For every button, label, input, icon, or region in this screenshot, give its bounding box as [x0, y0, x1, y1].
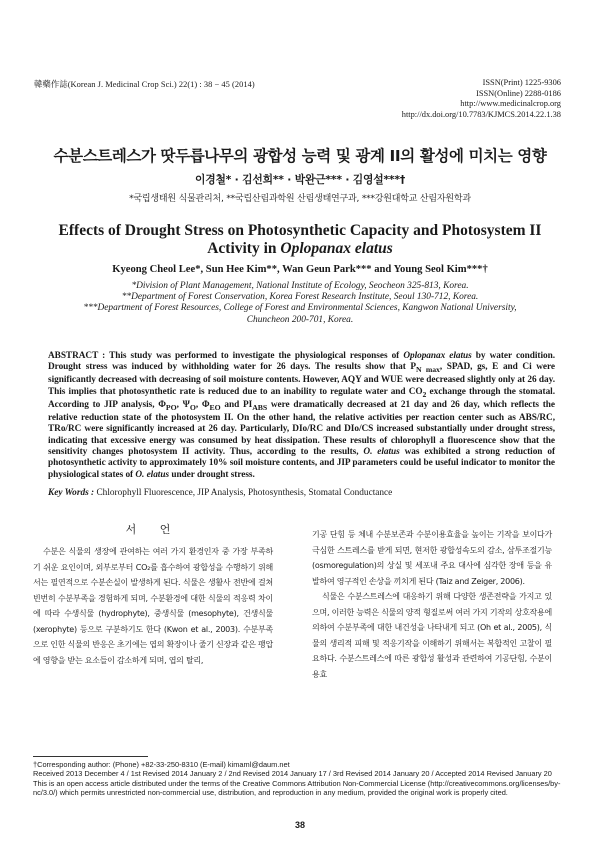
corresponding-author: †Corresponding author: (Phone) +82-33-250-8310 (E-mail) kimaml@daum.net — [33, 760, 290, 769]
license-notice: This is an open access article distributed under the terms of the Creative Commons Attribution Non-Commercial License (http://creativecommons.org/licenses/by-nc/3.0/) which permits unrestricted non-commercial use, distribution, and reproduction in any medium, provided the original work is properly cited. — [33, 778, 561, 797]
journal-citation: 韓藥作誌(Korean J. Medicinal Crop Sci.) 22(1) : 38 − 45 (2014) — [34, 80, 255, 89]
english-title-line2 — [0, 240, 600, 258]
journal-url[interactable]: http://www.medicinalcrop.org — [460, 99, 561, 108]
abstract-species: Oplopanax elatus — [403, 351, 472, 361]
body-paragraph: 식물은 수분스트레스에 대응하기 위해 다양한 생존전략을 가지고 있으며, 이러한 능력은 식물의 양적 형질로써 여러 가지 기작의 상호작용에 의하여 수분부족에 대한 내건성을 나타내게 되고 (Oh et al., 2005), 식물의 생리적 피해 및 적응기작을 이해하기 위해서는 복합적인 고찰이 필요하다. 수분스트레스에 따른 광합성 활성과 관련하여 기공단힘, 수분이용효 — [312, 592, 552, 679]
affiliation-4: Chuncheon 200-701, Korea. — [246, 314, 354, 325]
affiliation-3: ***Department of Forest Resources, College of Forest and Environmental Sciences, Kangwon National University, — [83, 303, 517, 314]
english-title-line1: Effects of Drought Stress on Photosynthetic Capacity and Photosystem II — [58, 222, 542, 239]
keywords — [48, 488, 555, 498]
abstract-subscript: O — [189, 402, 196, 412]
abstract-species: O. elatus — [363, 446, 400, 457]
abstract-text: were dramatically decreased at 21 day and 26 day, which reflects the relative reduction state of the photosystem II. On the other hand, the relative activities per reaction center such as ABS/RC, TRo/RC were significantly increased at 26 day. Particularly, DIo/RC and DIo/CS increased substantially under drought stress, indicating that excessive energy was consumed by heat dissipation. These results of chlorophyll a fluorescence show that the sensitivity changes photosystem II activity. Thus, according to the results, — [48, 399, 555, 457]
body-column-right — [312, 527, 552, 682]
issn-print: ISSN(Print) 1225-9306 — [482, 78, 561, 87]
korean-title: 수분스트레스가 땃두릅나무의 광합성 능력 및 광계 II의 활성에 미치는 영향 — [53, 147, 547, 165]
abstract-subscript: ABS — [252, 402, 268, 412]
english-affiliations — [0, 281, 600, 326]
abstract-label: ABSTRACT : — [48, 351, 106, 361]
issn-block — [402, 78, 561, 120]
english-title — [0, 222, 600, 258]
issn-online: ISSN(Online) 2288-0186 — [476, 88, 561, 98]
doi-link[interactable]: http://dx.doi.org/10.7783/KJMCS.2014.22.1.38 — [401, 109, 561, 119]
body-paragraph: 기공 단힘 등 체내 수분보존과 수분이용효율을 높이는 기작을 보이다가 극심한 스트레스를 받게 되면, 현저한 광합성속도의 감소, 삼투조절기능 (osmoregulation)의 상실 및 세포내 주요 대사에 심각한 장애 등을 유발하여 영구적인 손상을 끼치게 된다 (Taiz and Zeiger, 2006). — [312, 530, 552, 586]
abstract-subscript: 2 — [422, 389, 427, 399]
abstract-text: exchange through the stomatal. According to JIP analysis, Φ — [48, 386, 555, 410]
korean-authors: 이경철* · 김선희** · 박완근*** · 김영설***† — [194, 173, 406, 186]
abstract-species: O. elatus — [135, 469, 170, 480]
abstract-subscript: PO — [165, 402, 177, 412]
keywords-label: Key Words : — [48, 488, 95, 498]
abstract-subscript: EO — [209, 402, 221, 412]
abstract-text: under drought stress. — [169, 469, 255, 480]
english-title-species: Oplopanax elatus — [280, 240, 393, 257]
abstract-text: was exhibited a strong reduction of photosynthetic activity to approximately 10% soil moisture contents, and JIP parameters could be useful indicator to monitor the physiological states of — [48, 446, 555, 480]
keywords-list: Chlorophyll Fluorescence, JIP Analysis, Photosynthesis, Stomatal Conductance — [94, 488, 393, 498]
footnotes — [33, 760, 561, 797]
english-title-prefix: Activity in — [207, 240, 281, 257]
footnote-divider — [33, 756, 148, 757]
body-column-left — [33, 523, 273, 668]
abstract-text: , Φ — [195, 399, 210, 410]
received-dates: Received 2013 December 4 / 1st Revised 2014 January 2 / 2nd Revised 2014 January 17 / 3rd Revised 2014 January 20 / Accepted 2014 Revised January 20 — [33, 769, 552, 779]
abstract-text: , SPAD, gs, E and Ci were significantly decreased with decreasing of soil moisture contents. However, AQY and WUE were decreased slightly only at 26 day. This implies that photosynthetic rate is reduced due to an inability to regulate water and CO — [48, 362, 555, 397]
affiliation-2: **Department of Forest Conservation, Korea Forest Research Institute, Seoul 130-712, Korea. — [121, 292, 479, 303]
abstract-subscript: N max — [416, 365, 440, 375]
abstract-text: and PI — [220, 399, 253, 410]
abstract — [48, 351, 555, 481]
korean-affiliations: *국립생태원 식물관리처, **국립산림과학원 산림생태연구과, ***강원대학교 산림자원학과 — [129, 194, 471, 204]
abstract-text: This study was performed to investigate the physiological responses of — [105, 351, 404, 361]
english-authors: Kyeong Cheol Lee*, Sun Hee Kim**, Wan Geun Park*** and Young Seol Kim***† — [112, 264, 488, 275]
section-heading-introduction: 서 언 — [125, 523, 181, 536]
page-number: 38 — [294, 820, 305, 830]
affiliation-1: *Division of Plant Management, National Institute of Ecology, Seocheon 325-813, Korea. — [131, 281, 469, 291]
abstract-text: , Ψ — [176, 399, 190, 410]
abstract-text: by water condition. Drought stress was induced by withholding water for 26 days. The results show that P — [48, 351, 555, 373]
body-paragraph: 수분은 식물의 생장에 관여하는 여러 가지 환경인자 중 가장 부족하기 쉬운 요인이며, 외부로부터 CO₂를 흡수하여 광합성을 수행하기 위해서는 필연적으로 수분손실이 발생하게 된다. 식물은 생활사 전반에 걸쳐 빈번히 수분부족을 경험하게 되며, 수분환경에 대한 식물의 적응력 차이에 따라 수생식물 (hydrophyte), 중생식물 (mesophyte), 건생식물 (xerophyte) 등으로 구분하기도 한다 (Kwon et al., 2003). 수분부족으로 인한 식물의 반응은 초기에는 엽의 확장이나 줄기 신장과 같은 팽압에 영향을 받는 요소들이 감소하게 되며, 엽의 탈리, — [33, 547, 273, 665]
